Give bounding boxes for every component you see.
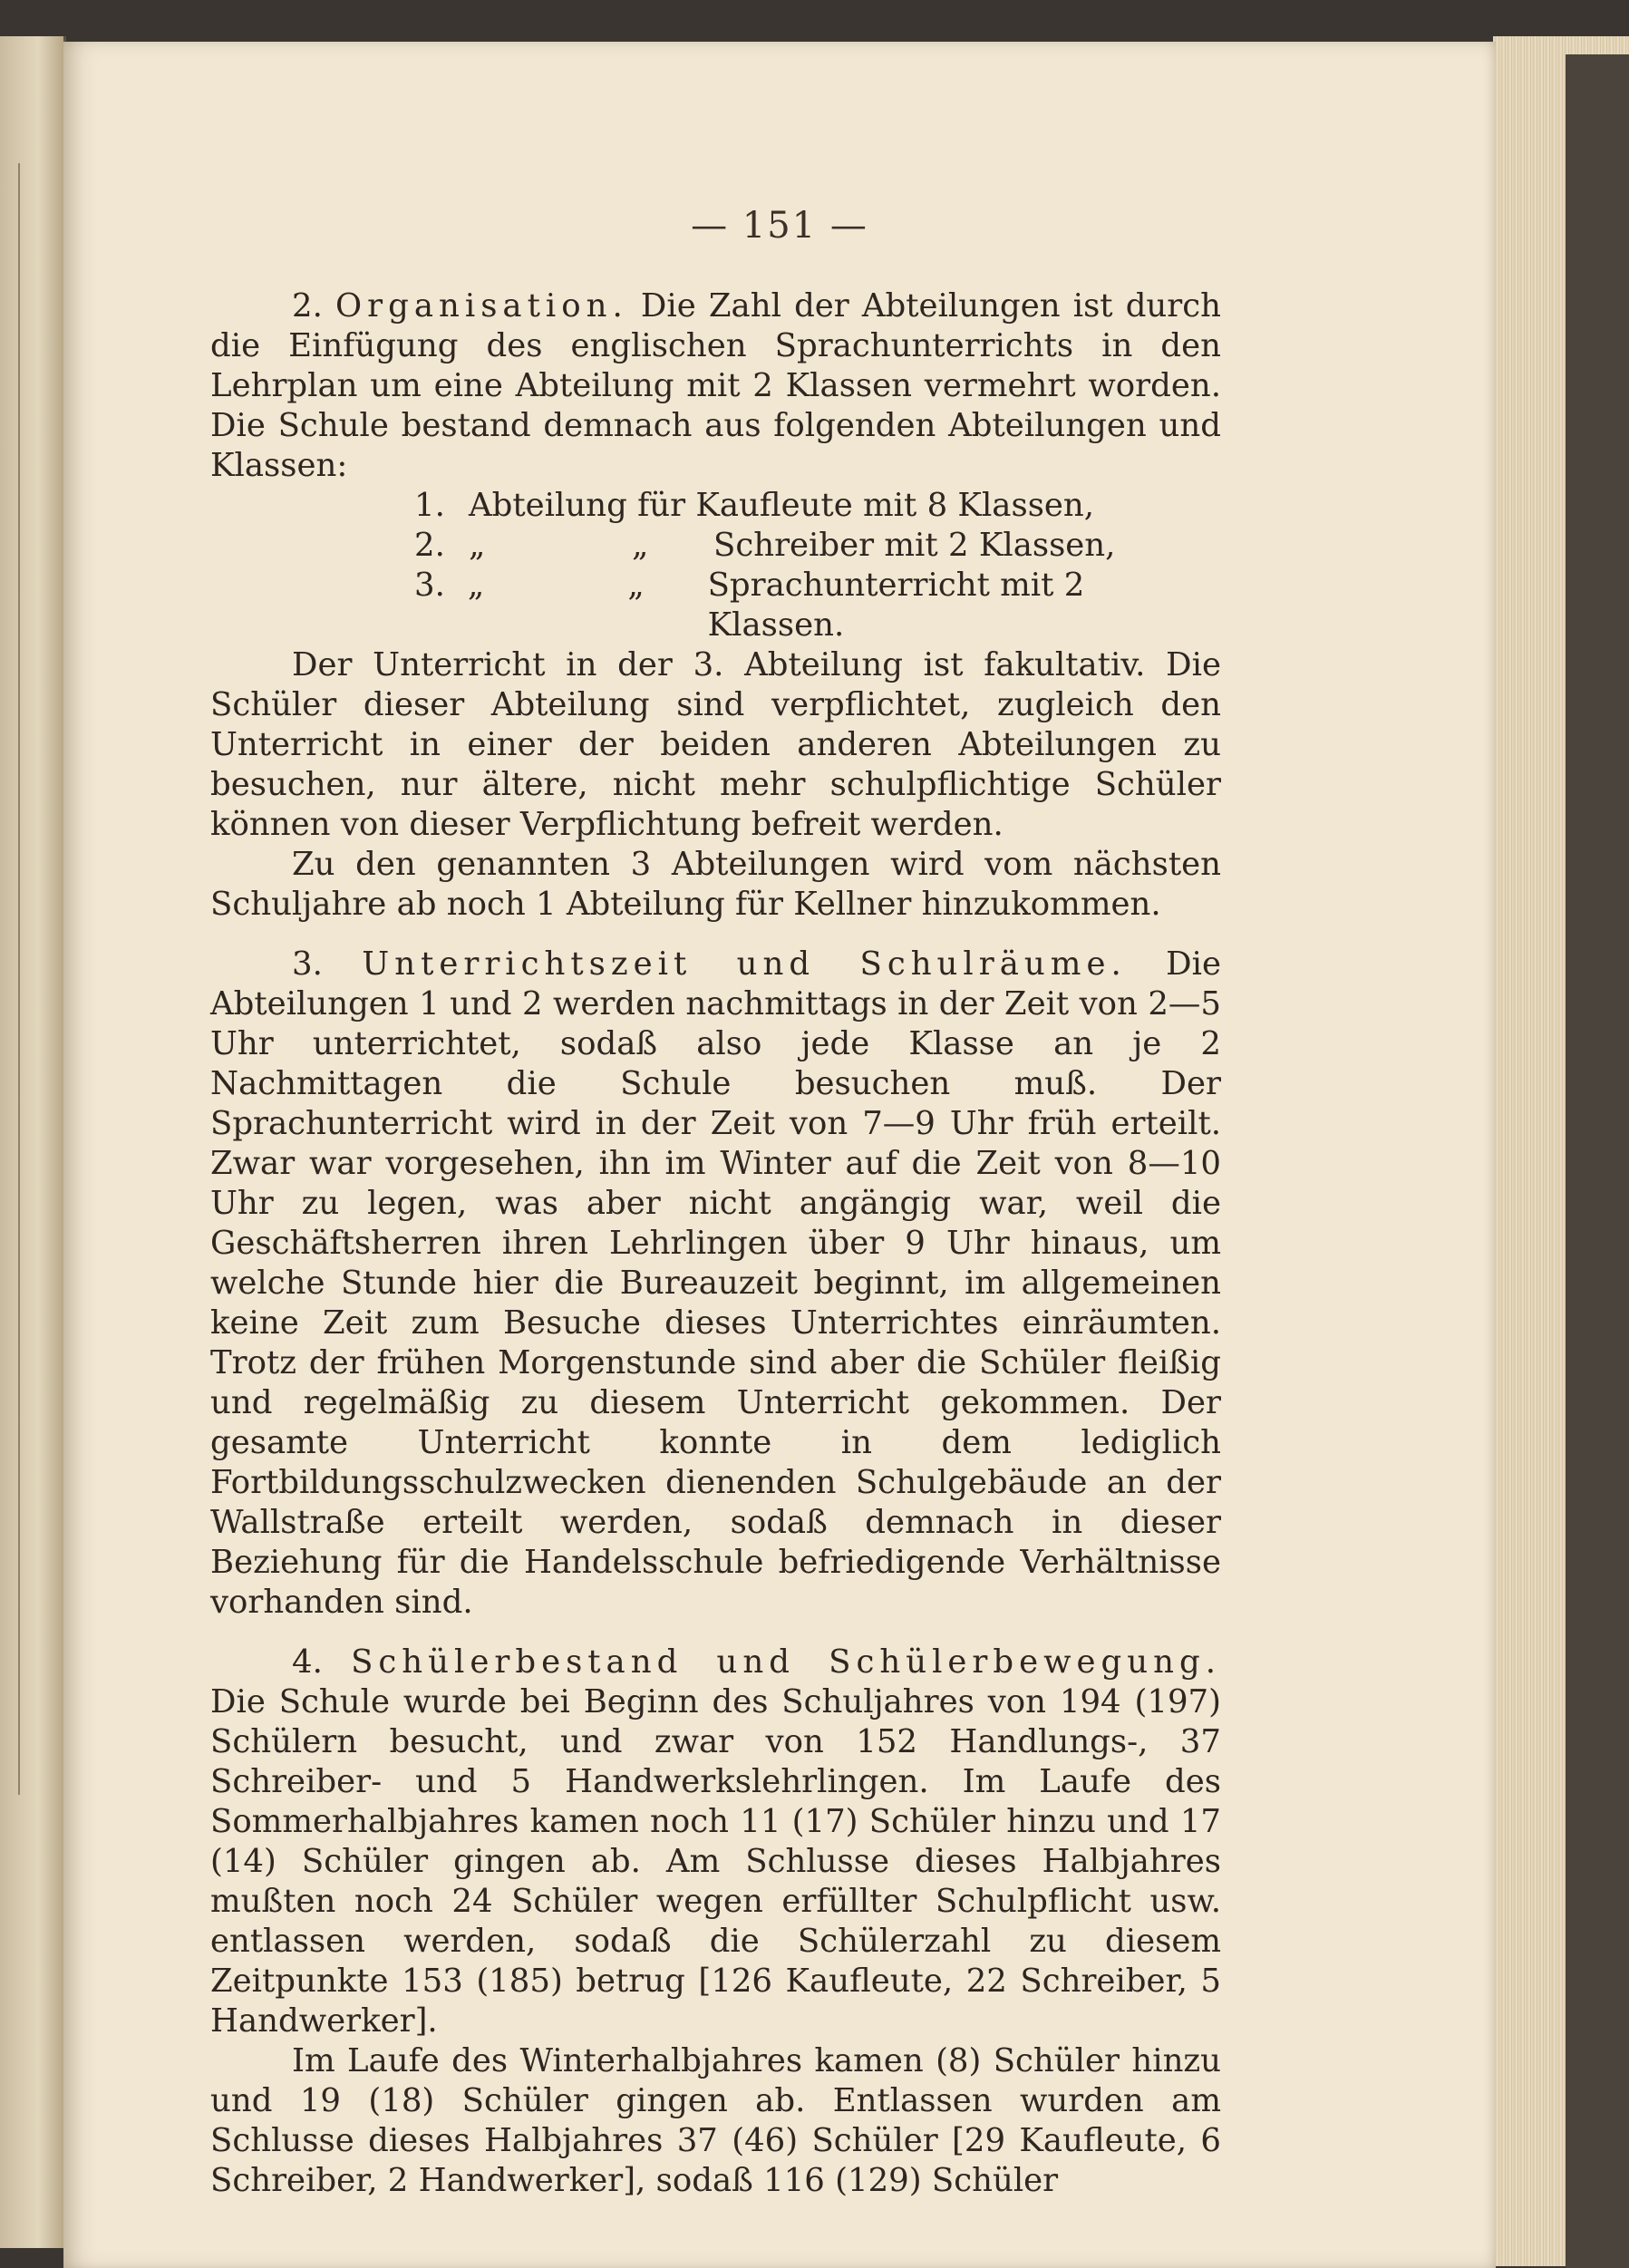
list-item <box>210 566 1221 645</box>
section-heading: Organisation. <box>335 287 628 325</box>
ditto-mark: „ <box>469 527 486 564</box>
section-text: Die Schule wurde bei Beginn des Schuljahres von 194 (197) Schülern besucht, und zwar von 152 Handlungs-, 37 Schreiber- und 5 Handwerkslehrlingen. Im Laufe des Sommerhalbjahres kamen noch 11 (17) Schüler hinzu und 17 (14) Schüler gingen ab. Am Schlusse dieses Halbjahres mußten noch 24 Schüler wegen erfüllter Schulpflicht usw. entlassen werden, sodaß die Schülerzahl zu diesem Zeitpunkte 153 (185) betrug [126 Kaufleute, 22 Schreiber, 5 Handwerker]. <box>210 1683 1221 2040</box>
list-item-label: Schreiber mit 2 Klassen, <box>713 527 1116 564</box>
list-item-label: Abteilung für Kaufleute mit 8 Klassen, <box>469 487 1095 524</box>
list-item <box>210 486 1221 526</box>
section-text: Die Zahl der Abteilungen ist durch die Einfügung des englischen Sprachunterrichts in den Lehrplan um eine Abteilung mit 2 Klassen vermehrt worden. Die Schule bestand demnach aus folgenden Abteilungen und Klassen: <box>210 287 1222 484</box>
paragraph-winterhalbjahr: Im Laufe des Winterhalbjahres kamen (8) Schüler hinzu und 19 (18) Schüler gingen ab. Entlassen wurden am Schlusse dieses Halbjahres 37 (46) Schüler [29 Kaufleute, 6 Schreiber, 2 Handwerker], sodaß 116 (129) Schüler <box>210 2042 1221 2199</box>
page-number: — 151 — <box>691 205 868 247</box>
section-heading: Schülerbestand und Schülerbewegung. <box>351 1643 1221 1681</box>
page-margin-line <box>18 163 23 1795</box>
book-cover-edge <box>1566 54 1629 2268</box>
list-item-number: 1. <box>414 487 445 524</box>
section-heading: Unterrichtszeit und Schulräume. <box>362 945 1127 983</box>
list-item-number: 3. <box>414 567 445 604</box>
list-item <box>210 526 1221 566</box>
book-page <box>63 42 1496 2268</box>
list-item-label: Sprachunterricht mit 2 Klassen. <box>707 567 1085 644</box>
list-item-number: 2. <box>414 527 445 564</box>
ditto-mark: „ <box>632 527 649 564</box>
section-organisation <box>210 286 1221 486</box>
department-list <box>210 486 1221 645</box>
section-number: 2. <box>292 287 323 325</box>
page-text <box>210 286 1221 2201</box>
section-number: 4. <box>292 1643 323 1681</box>
previous-page-edge <box>0 36 66 2248</box>
section-unterrichtszeit <box>210 945 1221 1623</box>
ditto-mark: „ <box>627 567 645 604</box>
section-number: 3. <box>292 945 323 983</box>
paragraph-unterricht: Der Unterricht in der 3. Abteilung ist fakultativ. Die Schüler dieser Abteilung sind verpflichtet, zugleich den Unterricht in einer der beiden anderen Abteilungen zu besuchen, nur ältere, nicht mehr schulpflichtige Schüler können von dieser Verpflichtung befreit werden. <box>210 646 1221 843</box>
ditto-mark: „ <box>467 567 485 604</box>
section-text: Die Abteilungen 1 und 2 werden nachmittags in der Zeit von 2—5 Uhr unterrichtet, sodaß also jede Klasse an je 2 Nachmittagen die Schule besuchen muß. Der Sprachunterricht wird in der Zeit von 7—9 Uhr früh erteilt. Zwar war vorgesehen, ihn im Winter auf die Zeit von 8—10 Uhr zu legen, was aber nicht angängig war, weil die Geschäftsherren ihren Lehrlingen über 9 Uhr hinaus, um welche Stunde hier die Bureauzeit beginnt, im allgemeinen keine Zeit zum Besuche dieses Unterrichtes einräumten. Trotz der frühen Morgenstunde sind aber die Schüler fleißig und regelmäßig zu diesem Unterricht gekommen. Der gesamte Unterricht konnte in dem lediglich Fortbildungsschulzwecken dienenden Schulgebäude an der Wallstraße erteilt werden, sodaß demnach in dieser Beziehung für die Handelsschule befriedigende Verhältnisse vorhanden sind. <box>210 945 1221 1621</box>
paragraph-kellner: Zu den genannten 3 Abteilungen wird vom nächsten Schuljahre ab noch 1 Abteilung für Kellner hinzukommen. <box>210 846 1221 923</box>
section-schuelerbestand <box>210 1643 1221 2041</box>
